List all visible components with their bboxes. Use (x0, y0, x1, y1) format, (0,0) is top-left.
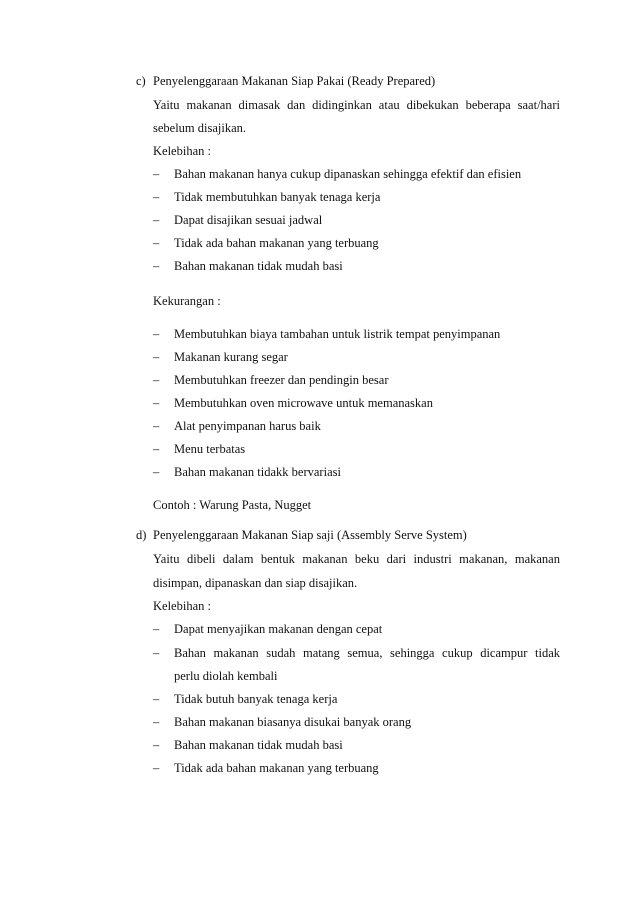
section-c-marker: c) (136, 74, 146, 88)
section-d-title: Penyelenggaraan Makanan Siap saji (Assembly Serve System) (153, 528, 467, 542)
list-item-text: Bahan makanan tidak mudah basi (174, 259, 343, 273)
section-d-kelebihan-label: Kelebihan : (153, 599, 211, 613)
dash-bullet: – (153, 350, 160, 364)
section-c-title: Penyelenggaraan Makanan Siap Pakai (Ready Prepared) (153, 74, 436, 88)
list-item-text: Menu terbatas (174, 442, 246, 456)
section-c-desc-line2: sebelum disajikan. (153, 121, 247, 135)
dash-bullet: – (153, 442, 160, 456)
dash-bullet: – (153, 622, 160, 636)
dash-bullet: – (153, 373, 160, 387)
list-item-text: Dapat menyajikan makanan dengan cepat (174, 622, 383, 636)
dash-bullet: – (153, 259, 160, 273)
list-item-text: Alat penyimpanan harus baik (174, 419, 321, 433)
dash-bullet: – (153, 715, 160, 729)
list-item-text: Bahan makanan sudah matang semua, sehingga cukup dicampur tidak (174, 646, 560, 660)
list-item-text: Membutuhkan oven microwave untuk memanaskan (174, 396, 433, 410)
dash-bullet: – (153, 190, 160, 204)
section-c-desc-line1: Yaitu makanan dimasak dan didinginkan atau dibekukan beberapa saat/hari (153, 98, 560, 112)
list-item-text: Tidak ada bahan makanan yang terbuang (174, 761, 379, 775)
section-c-kekurangan-label: Kekurangan : (153, 294, 221, 308)
list-item-text: Tidak butuh banyak tenaga kerja (174, 692, 338, 706)
list-item-text: Tidak membutuhkan banyak tenaga kerja (174, 190, 381, 204)
list-item-text: Bahan makanan hanya cukup dipanaskan sehingga efektif dan efisien (174, 167, 522, 181)
list-item-text: Makanan kurang segar (174, 350, 288, 364)
list-item-text: Membutuhkan freezer dan pendingin besar (174, 373, 389, 387)
section-c-contoh: Contoh : Warung Pasta, Nugget (153, 498, 312, 512)
list-item-text: Bahan makanan tidakk bervariasi (174, 465, 341, 479)
dash-bullet: – (153, 692, 160, 706)
dash-bullet: – (153, 236, 160, 250)
dash-bullet: – (153, 396, 160, 410)
dash-bullet: – (153, 761, 160, 775)
section-d-desc-line1: Yaitu dibeli dalam bentuk makanan beku dari industri makanan, makanan (153, 552, 560, 566)
list-item-text: Tidak ada bahan makanan yang terbuang (174, 236, 379, 250)
dash-bullet: – (153, 167, 160, 181)
section-d-desc-line2: disimpan, dipanaskan dan siap disajikan. (153, 576, 358, 590)
list-item-continuation: perlu diolah kembali (174, 669, 278, 683)
list-item-text: Bahan makanan tidak mudah basi (174, 738, 343, 752)
list-item-text: Bahan makanan biasanya disukai banyak orang (174, 715, 412, 729)
list-item-text: Membutuhkan biaya tambahan untuk listrik tempat penyimpanan (174, 327, 501, 341)
dash-bullet: – (153, 213, 160, 227)
dash-bullet: – (153, 327, 160, 341)
section-d-marker: d) (136, 528, 147, 542)
dash-bullet: – (153, 465, 160, 479)
dash-bullet: – (153, 646, 160, 660)
list-item-text: Dapat disajikan sesuai jadwal (174, 213, 323, 227)
dash-bullet: – (153, 419, 160, 433)
section-c-kelebihan-label: Kelebihan : (153, 144, 211, 158)
dash-bullet: – (153, 738, 160, 752)
